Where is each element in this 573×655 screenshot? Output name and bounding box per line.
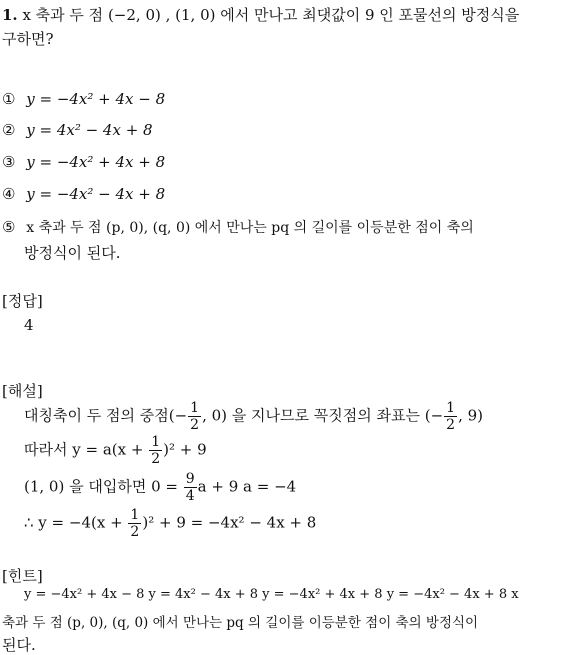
solution-line-2-a: 따라서 y = a(x + (24, 440, 149, 459)
answer-label: [정답] (2, 292, 43, 310)
solution-line-3 (24, 471, 296, 504)
fraction-numerator: 9 (185, 471, 195, 487)
fraction-denominator: 2 (151, 451, 161, 467)
choice-4[interactable] (2, 185, 165, 203)
choice-5-marker: ⑤ (2, 218, 16, 236)
choice-3-text: y = −4x² + 4x + 8 (26, 153, 166, 171)
choice-1[interactable] (2, 90, 165, 108)
fraction-numerator: 1 (130, 507, 140, 523)
solution-line-1-b: , 0) 을 지나므로 꼭짓점의 좌표는 (− (202, 406, 444, 425)
choice-1-marker: ① (2, 90, 16, 108)
choice-5[interactable] (2, 217, 474, 237)
question-line-2 (2, 28, 54, 49)
question-line-1 (2, 4, 519, 25)
fraction-numerator: 1 (151, 434, 161, 450)
fraction-half-2 (444, 400, 457, 433)
hint-line-1: y = −4x² + 4x − 8 y = 4x² − 4x + 8 y = −4x² + 4x + 8 y = −4x² − 4x + 8 x (24, 587, 519, 602)
fraction-denominator: 2 (446, 417, 456, 433)
solution-line-1 (24, 400, 483, 433)
fraction-nine-quarters (184, 471, 197, 504)
choice-5-text-1: x 축과 두 점 (p, 0), (q, 0) 에서 만나는 pq 의 길이를 이등분한 점이 축의 (26, 220, 474, 236)
question-text-2: 구하면? (2, 30, 54, 48)
question-text-1: x 축과 두 점 (−2, 0) , (1, 0) 에서 만나고 최댓값이 9 인 포물선의 방정식을 (22, 6, 520, 24)
solution-line-3-b: a + 9 a = −4 (197, 477, 297, 496)
fraction-numerator: 1 (190, 400, 200, 416)
hint-label: [힌트] (2, 567, 43, 585)
solution-line-3-a: (1, 0) 을 대입하면 0 = (24, 477, 183, 496)
solution-label: [해설] (2, 382, 43, 400)
fraction-denominator: 4 (185, 488, 195, 504)
hint-line-2: 축과 두 점 (p, 0), (q, 0) 에서 만나는 pq 의 길이를 이등분한 점이 축의 방정식이 (2, 615, 479, 631)
fraction-denominator: 2 (130, 524, 140, 540)
choice-2-text: y = 4x² − 4x + 8 (26, 121, 153, 139)
fraction-half-4 (128, 507, 141, 540)
choice-5-text-2: 방정식이 된다. (24, 244, 121, 262)
solution-line-1-a: 대칭축이 두 점의 중점(− (24, 406, 188, 425)
solution-line-1-c: , 9) (458, 406, 483, 425)
choice-3[interactable] (2, 153, 165, 171)
fraction-denominator: 2 (190, 417, 200, 433)
choice-2[interactable] (2, 121, 153, 139)
hint-line-3: 된다. (2, 636, 36, 654)
fraction-half-3 (149, 434, 162, 467)
answer-value: 4 (24, 316, 34, 334)
choice-5-cont (24, 242, 120, 263)
choice-4-marker: ④ (2, 185, 16, 203)
choice-1-text: y = −4x² + 4x − 8 (26, 90, 166, 108)
solution-line-4-a: ∴ y = −4(x + (24, 513, 128, 532)
choice-4-text: y = −4x² − 4x + 8 (26, 185, 166, 203)
fraction-numerator: 1 (446, 400, 456, 416)
solution-line-4-b: )² + 9 = −4x² − 4x + 8 (142, 513, 317, 532)
question-number: 1. (2, 6, 18, 24)
fraction-half-1 (188, 400, 201, 433)
solution-line-2 (24, 434, 207, 467)
solution-line-4 (24, 507, 316, 540)
solution-line-2-b: )² + 9 (163, 440, 207, 459)
choice-2-marker: ② (2, 121, 16, 139)
choice-3-marker: ③ (2, 153, 16, 171)
